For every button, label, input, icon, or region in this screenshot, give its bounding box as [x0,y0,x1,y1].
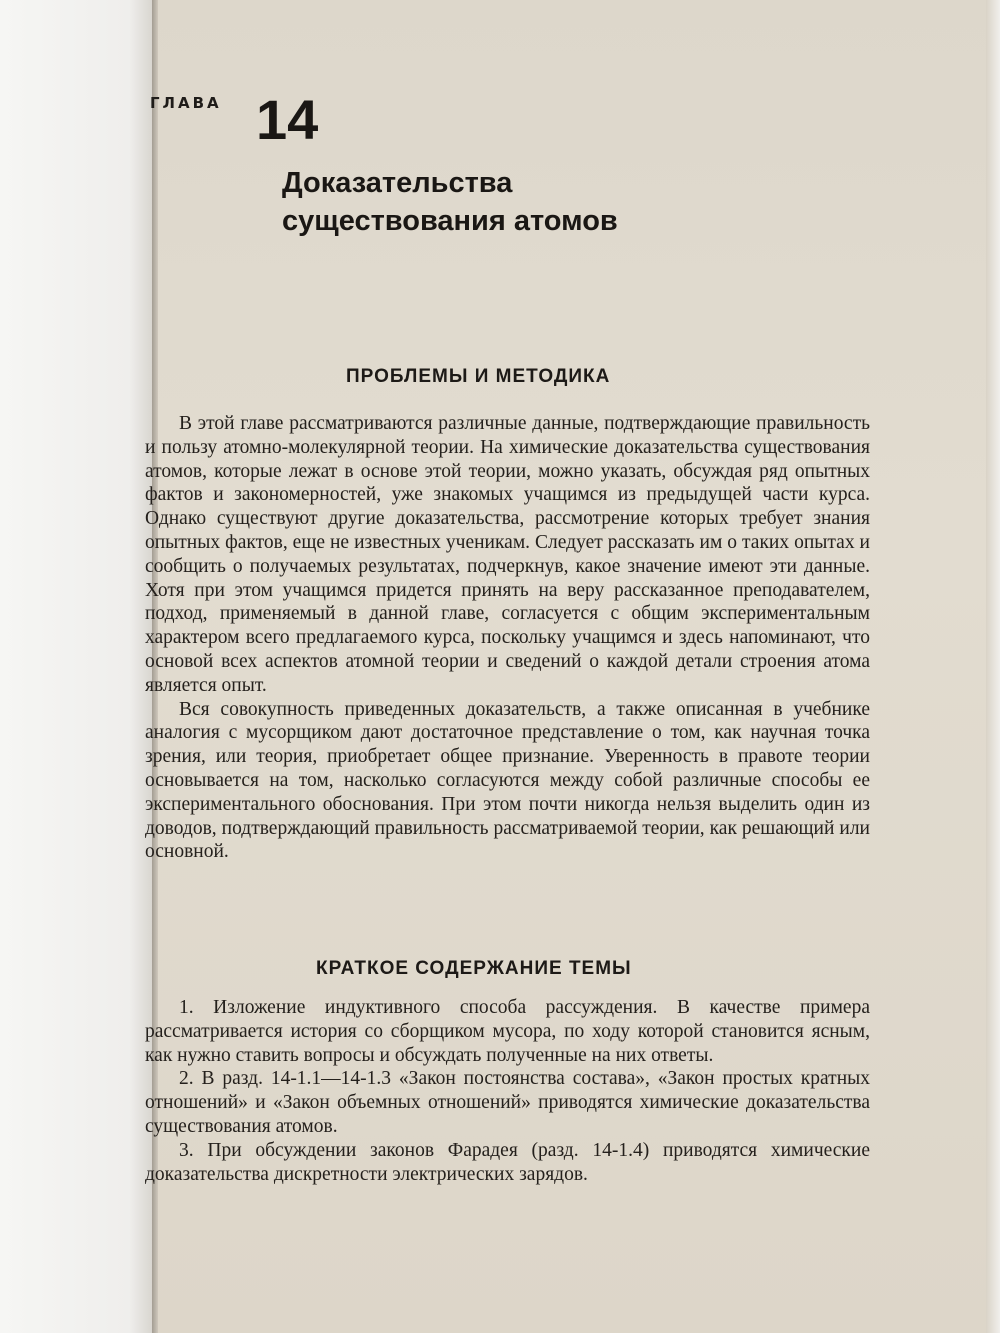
chapter-number: 14 [256,88,319,151]
section-summary-body [145,996,870,1186]
paragraph: Вся совокупность приведенных доказательств, а также описанная в учебнике аналогия с мусорщиком дают достаточное представление о том, как научная точка зрения, или теория, приобретает общее признание. Уверенность в правоте теории основывается на том, насколько согласуются между собой различные способы ее экспериментального обоснования. При этом почти никогда нельзя выделить один из доводов, подтверждающий правильность рассматриваемой теории, как решающий или основной. [145,698,870,863]
summary-item: 2. В разд. 14-1.1—14-1.3 «Закон постоянства состава», «Закон простых кратных отношений» и «Закон объемных отношений» приводятся химические доказательства существования атомов. [145,1068,870,1137]
summary-item: 3. При обсуждении законов Фарадея (разд. 14-1.4) приводятся химические доказательства дискретности электрических зарядов. [145,1139,870,1185]
chapter-title [282,164,802,240]
page-right-edge [986,0,1000,1333]
chapter-title-line-1: Доказательства [282,167,513,199]
paragraph: В этой главе рассматриваются различные данные, подтверждающие правильность и пользу атомно-молекулярной теории. На химические доказательства существования атомов, которые лежат в основе этой теории, можно указать, обсуждая ряд опытных фактов и закономерностей, уже знакомых учащимся из предыдущей части курса. Однако существуют другие доказательства, рассмотрение которых требует знания опытных фактов, еще не известных ученикам. Следует рассказать им о таких опытах и сообщить о получаемых результатах, подчеркнув, какое значение имеют эти данные. Хотя при этом учащимся придется принять на веру рассказанное преподавателем, подход, применяемый в данной главе, согласуется с общим экспериментальным характером всего предлагаемого курса, поскольку учащимся и здесь напоминают, что основой всех аспектов атомной теории и сведений о каждой детали строения атома является опыт. [145,413,870,696]
chapter-title-line-2: существования атомов [282,205,618,237]
section-problems-body [145,412,870,864]
summary-item: 1. Изложение индуктивного способа рассуждения. В качестве примера рассматривается история со сборщиком мусора, по ходу которой становится ясным, как нужно ставить вопросы и обсуждать полученные на них ответы. [145,997,870,1066]
section-heading-problems: ПРОБЛЕМЫ И МЕТОДИКА [346,366,611,387]
background-surface [0,0,152,1333]
section-heading-summary: КРАТКОЕ СОДЕРЖАНИЕ ТЕМЫ [316,958,632,979]
chapter-label: ГЛАВА [150,94,222,112]
